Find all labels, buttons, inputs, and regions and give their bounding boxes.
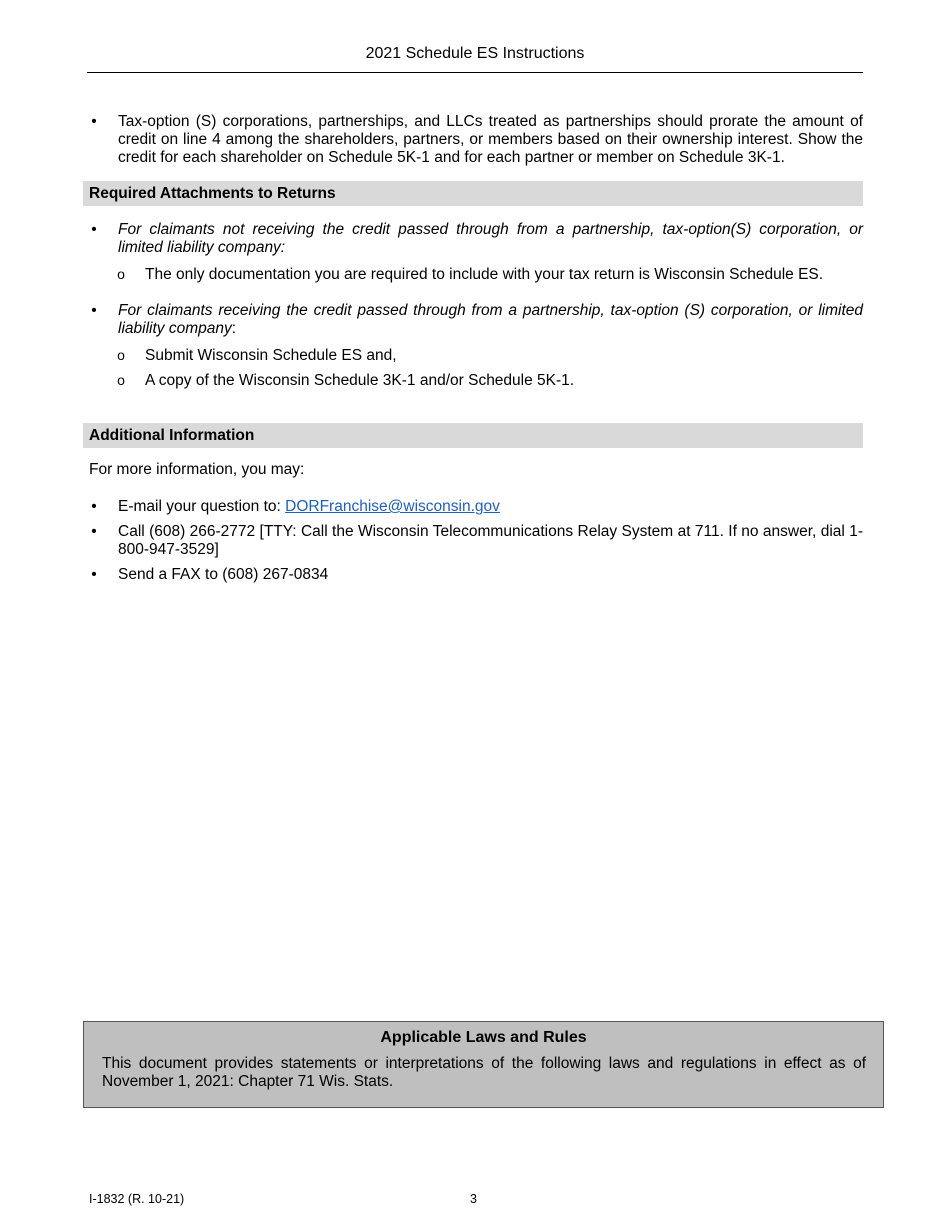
footer-form-id: I-1832 (R. 10-21)	[89, 1192, 185, 1206]
required-item-1	[87, 221, 863, 257]
required-item-1-lead: For claimants not receiving the credit passed through from a partnership, tax-option(S) corporation, or limited liability company:	[118, 221, 863, 256]
required-item-1-sub-1	[115, 266, 863, 284]
bullet-icon: •	[91, 113, 97, 130]
sub-bullet-icon: o	[117, 372, 125, 388]
fax-text: Send a FAX to (608) 267-0834	[118, 566, 329, 583]
section-heading-required-attachments: Required Attachments to Returns	[83, 181, 863, 206]
bullet-icon: •	[91, 566, 97, 583]
section-heading-additional-information: Additional Information	[83, 423, 863, 448]
email-prefix: E-mail your question to:	[118, 498, 286, 515]
required-item-2-sub-1	[115, 347, 863, 365]
bullet-icon: •	[91, 498, 97, 515]
footer-page-number: 3	[470, 1192, 477, 1206]
page-header-title: 2021 Schedule ES Instructions	[365, 45, 585, 62]
intro-bullet	[87, 113, 863, 167]
sub-bullet-icon: o	[117, 347, 125, 363]
email-bullet	[87, 498, 863, 516]
required-item-2-sub-2	[115, 372, 863, 390]
fax-bullet	[87, 566, 863, 584]
required-item-2	[87, 302, 863, 338]
sub-item-text: A copy of the Wisconsin Schedule 3K-1 and/or Schedule 5K-1.	[145, 372, 575, 389]
applicable-laws-box	[83, 1021, 884, 1108]
email-link[interactable]: DORFranchise@wisconsin.gov	[285, 498, 500, 515]
required-item-2-lead: For claimants receiving the credit passed through from a partnership, tax-option (S) corporation, or limited liability company	[118, 302, 863, 337]
required-item-2-colon: :	[231, 320, 237, 337]
call-text: Call (608) 266-2772 [TTY: Call the Wisconsin Telecommunications Relay System at 711. If no answer, dial 1-800-947-3529]	[118, 523, 863, 558]
additional-intro: For more information, you may:	[89, 461, 305, 478]
bullet-icon: •	[91, 523, 97, 540]
bullet-icon: •	[91, 221, 97, 238]
intro-bullet-text: Tax-option (S) corporations, partnerships, and LLCs treated as partnerships should prorate the amount of credit on line 4 among the shareholders, partners, or members based on their ownership interest. Show the credit for each shareholder on Schedule 5K-1 and for each partner or member on Schedule 3K-1.	[118, 113, 863, 166]
applicable-laws-text: This document provides statements or interpretations of the following laws and regulations in effect as of November 1, 2021: Chapter 71 Wis. Stats.	[102, 1055, 866, 1090]
call-bullet	[87, 523, 863, 559]
sub-bullet-icon: o	[117, 266, 125, 282]
bullet-icon: •	[91, 302, 97, 319]
applicable-laws-title: Applicable Laws and Rules	[380, 1029, 587, 1046]
sub-item-text: The only documentation you are required to include with your tax return is Wisconsin Schedule ES.	[145, 266, 824, 283]
sub-item-text: Submit Wisconsin Schedule ES and,	[145, 347, 397, 364]
header-rule	[87, 72, 863, 73]
